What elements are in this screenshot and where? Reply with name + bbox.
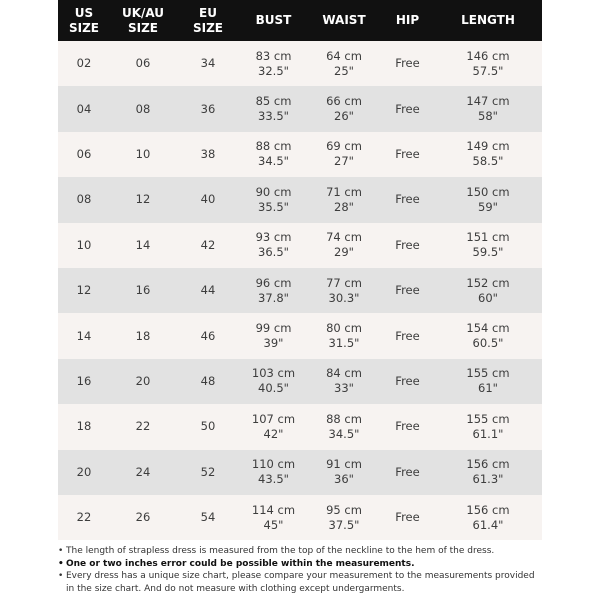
cell-hip: Free xyxy=(395,283,420,298)
cell-us-size: 16 xyxy=(76,373,92,388)
table-row xyxy=(58,177,542,222)
cell-length: 150 cm 59" xyxy=(466,184,510,214)
note-item xyxy=(58,570,542,595)
cell-bust: 110 cm 43.5" xyxy=(251,457,296,487)
table-row xyxy=(58,41,542,86)
table-row xyxy=(58,359,542,404)
cell-eu-size: 40 xyxy=(200,192,216,207)
cell-us-size: 22 xyxy=(76,510,92,525)
cell-us-size: 04 xyxy=(76,101,92,116)
cell-uk-au-size: 18 xyxy=(135,328,151,343)
cell-waist: 71 cm 28" xyxy=(326,184,362,214)
note-text: The length of strapless dress is measured from the top of the neckline to the hem of the dress. xyxy=(66,546,495,556)
cell-eu-size: 54 xyxy=(200,510,216,525)
cell-hip: Free xyxy=(395,146,420,161)
note-item xyxy=(58,545,542,558)
cell-uk-au-size: 22 xyxy=(135,419,151,434)
cell-waist: 69 cm 27" xyxy=(326,139,362,169)
cell-eu-size: 46 xyxy=(200,328,216,343)
cell-us-size: 06 xyxy=(76,146,92,161)
cell-eu-size: 42 xyxy=(200,237,216,252)
size-chart-table xyxy=(58,0,542,540)
header-uk-au-size: UK/AU SIZE xyxy=(121,5,165,35)
cell-bust: 88 cm 34.5" xyxy=(255,139,292,169)
cell-bust: 90 cm 35.5" xyxy=(255,184,292,214)
cell-length: 151 cm 59.5" xyxy=(466,230,510,260)
cell-length: 156 cm 61.4" xyxy=(466,502,510,532)
cell-us-size: 08 xyxy=(76,192,92,207)
header-us-size: US SIZE xyxy=(68,5,99,35)
cell-hip: Free xyxy=(395,101,420,116)
cell-bust: 93 cm 36.5" xyxy=(255,230,292,260)
cell-uk-au-size: 14 xyxy=(135,237,151,252)
cell-uk-au-size: 10 xyxy=(135,146,151,161)
cell-bust: 107 cm 42" xyxy=(251,411,296,441)
cell-bust: 96 cm 37.8" xyxy=(255,275,292,305)
cell-us-size: 10 xyxy=(76,237,92,252)
table-row xyxy=(58,268,542,313)
table-body xyxy=(58,41,542,540)
cell-length: 155 cm 61" xyxy=(466,366,510,396)
cell-length: 156 cm 61.3" xyxy=(466,457,510,487)
cell-bust: 114 cm 45" xyxy=(251,502,296,532)
cell-bust: 85 cm 33.5" xyxy=(255,94,292,124)
cell-hip: Free xyxy=(395,510,420,525)
cell-hip: Free xyxy=(395,192,420,207)
cell-hip: Free xyxy=(395,373,420,388)
table-row xyxy=(58,86,542,131)
table-header xyxy=(58,0,542,41)
cell-waist: 84 cm 33" xyxy=(326,366,362,396)
cell-uk-au-size: 06 xyxy=(135,56,151,71)
cell-hip: Free xyxy=(395,56,420,71)
cell-eu-size: 44 xyxy=(200,283,216,298)
cell-hip: Free xyxy=(395,237,420,252)
cell-waist: 88 cm 34.5" xyxy=(326,411,362,441)
cell-waist: 95 cm 37.5" xyxy=(326,502,362,532)
cell-eu-size: 48 xyxy=(200,373,216,388)
cell-eu-size: 38 xyxy=(200,146,216,161)
cell-waist: 64 cm 25" xyxy=(326,48,362,78)
cell-length: 147 cm 58" xyxy=(466,94,510,124)
cell-waist: 80 cm 31.5" xyxy=(326,321,362,351)
notes xyxy=(58,545,542,595)
table-row xyxy=(58,495,542,540)
cell-uk-au-size: 20 xyxy=(135,373,151,388)
cell-uk-au-size: 26 xyxy=(135,510,151,525)
cell-us-size: 18 xyxy=(76,419,92,434)
header-waist: WAIST xyxy=(322,13,366,27)
cell-eu-size: 36 xyxy=(200,101,216,116)
cell-eu-size: 34 xyxy=(200,56,216,71)
cell-uk-au-size: 08 xyxy=(135,101,151,116)
cell-hip: Free xyxy=(395,328,420,343)
cell-length: 155 cm 61.1" xyxy=(466,411,510,441)
cell-uk-au-size: 16 xyxy=(135,283,151,298)
table-row xyxy=(58,223,542,268)
cell-eu-size: 50 xyxy=(200,419,216,434)
cell-bust: 99 cm 39" xyxy=(255,321,292,351)
bullet-icon: • xyxy=(58,571,64,582)
cell-eu-size: 52 xyxy=(200,464,216,479)
cell-bust: 83 cm 32.5" xyxy=(255,48,292,78)
bullet-icon: • xyxy=(58,546,64,556)
cell-length: 152 cm 60" xyxy=(466,275,510,305)
cell-us-size: 12 xyxy=(76,283,92,298)
cell-us-size: 02 xyxy=(76,56,92,71)
cell-waist: 77 cm 30.3" xyxy=(326,275,362,305)
cell-waist: 66 cm 26" xyxy=(326,94,362,124)
table-row xyxy=(58,404,542,449)
table-row xyxy=(58,132,542,177)
cell-length: 154 cm 60.5" xyxy=(466,321,510,351)
note-item xyxy=(58,558,542,571)
header-length: LENGTH xyxy=(461,13,515,27)
cell-hip: Free xyxy=(395,419,420,434)
header-eu-size: EU SIZE xyxy=(192,5,223,35)
table-row xyxy=(58,313,542,358)
bullet-icon: • xyxy=(58,558,64,569)
cell-uk-au-size: 24 xyxy=(135,464,151,479)
cell-hip: Free xyxy=(395,464,420,479)
note-text: One or two inches error could be possible within the measurements. xyxy=(66,558,415,569)
note-text: Every dress has a unique size chart, please compare your measurement to the measurements provided in the size chart. And do not measure with clothing except undergarments. xyxy=(66,571,535,594)
cell-waist: 91 cm 36" xyxy=(326,457,362,487)
cell-us-size: 20 xyxy=(76,464,92,479)
cell-us-size: 14 xyxy=(76,328,92,343)
table-row xyxy=(58,450,542,495)
cell-length: 149 cm 58.5" xyxy=(466,139,510,169)
cell-bust: 103 cm 40.5" xyxy=(251,366,296,396)
cell-length: 146 cm 57.5" xyxy=(466,48,510,78)
header-hip: HIP xyxy=(395,13,420,27)
header-bust: BUST xyxy=(255,13,292,27)
cell-uk-au-size: 12 xyxy=(135,192,151,207)
cell-waist: 74 cm 29" xyxy=(326,230,362,260)
